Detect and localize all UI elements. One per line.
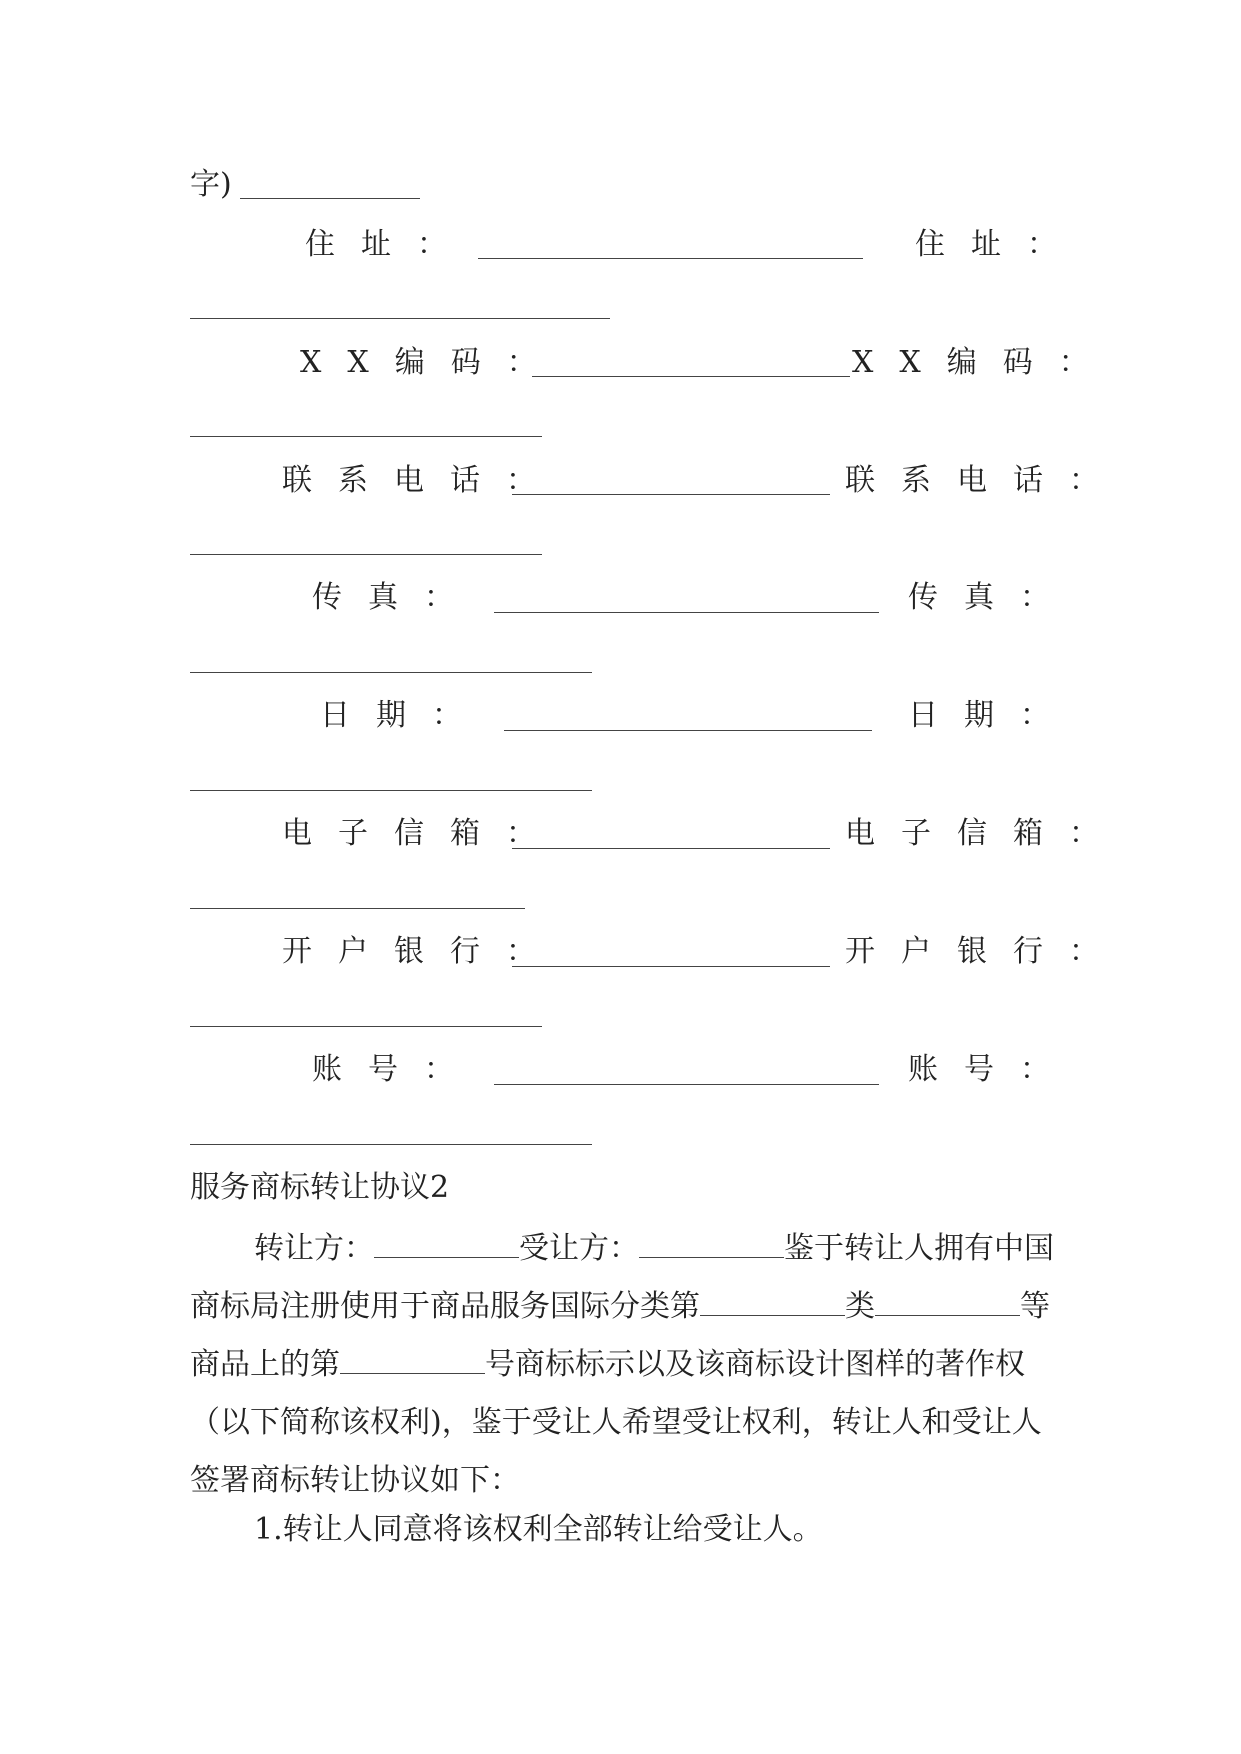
left-label-phone: 联系电话： xyxy=(282,463,562,498)
right-label-phone: 联系电话： xyxy=(845,463,1125,498)
right-blank-email xyxy=(190,908,525,909)
intro-text-3: 等商品上的第 xyxy=(190,1289,1050,1382)
right-label-bank: 开户银行： xyxy=(845,934,1125,969)
clause-1: 1.转让人同意将该权利全部转让给受让人。 xyxy=(254,1512,823,1547)
agreement-intro xyxy=(190,1220,1060,1510)
right-blank-phone xyxy=(190,554,542,555)
intro-text-2: 类 xyxy=(845,1289,875,1324)
left-blank-phone xyxy=(512,494,830,495)
right-label-code: XX编码： xyxy=(852,345,1115,380)
transferee-blank xyxy=(639,1233,784,1258)
left-label-date: 日期： xyxy=(320,698,488,733)
left-blank-address xyxy=(478,258,863,259)
right-blank-fax xyxy=(190,672,592,673)
transferee-label: 受让方： xyxy=(519,1231,639,1266)
right-label-email: 电子信箱： xyxy=(845,816,1125,851)
transferor-blank xyxy=(374,1233,519,1258)
goods-blank xyxy=(875,1291,1020,1316)
trademark-number-blank xyxy=(340,1349,485,1374)
left-label-fax: 传真： xyxy=(312,580,480,615)
left-blank-account xyxy=(494,1084,879,1085)
right-label-address: 住址： xyxy=(915,227,1083,262)
left-blank-bank xyxy=(512,966,830,967)
left-label-code: XX编码： xyxy=(300,345,563,380)
intro-text-1: 鉴于转让人拥有中国商标局注册使用于商品服务国际分类第 xyxy=(190,1231,1054,1324)
signature-line xyxy=(240,198,420,199)
left-label-address: 住址： xyxy=(305,227,473,262)
left-label-account: 账号： xyxy=(312,1052,480,1087)
transferor-label: 转让方： xyxy=(254,1231,374,1266)
top-fragment: 字) xyxy=(190,167,232,202)
right-blank-address xyxy=(190,318,610,319)
right-blank-account xyxy=(190,1144,592,1145)
class-number-blank xyxy=(700,1291,845,1316)
left-blank-fax xyxy=(494,612,879,613)
left-blank-date xyxy=(504,730,872,731)
right-label-fax: 传真： xyxy=(908,580,1076,615)
right-label-account: 账号： xyxy=(908,1052,1076,1087)
right-label-date: 日期： xyxy=(908,698,1076,733)
right-blank-code xyxy=(190,436,542,437)
left-label-email: 电子信箱： xyxy=(282,816,562,851)
intro-text-4: 号商标标示以及该商标设计图样的著作权（以下简称该权利)，鉴于受让人希望受让权利，转让人和受让人签署商标转让协议如下： xyxy=(190,1347,1042,1498)
left-blank-email xyxy=(512,848,830,849)
left-blank-code xyxy=(532,376,850,377)
left-label-bank: 开户银行： xyxy=(282,934,562,969)
section-title: 服务商标转让协议2 xyxy=(190,1170,450,1205)
right-blank-date xyxy=(190,790,592,791)
right-blank-bank xyxy=(190,1026,542,1027)
